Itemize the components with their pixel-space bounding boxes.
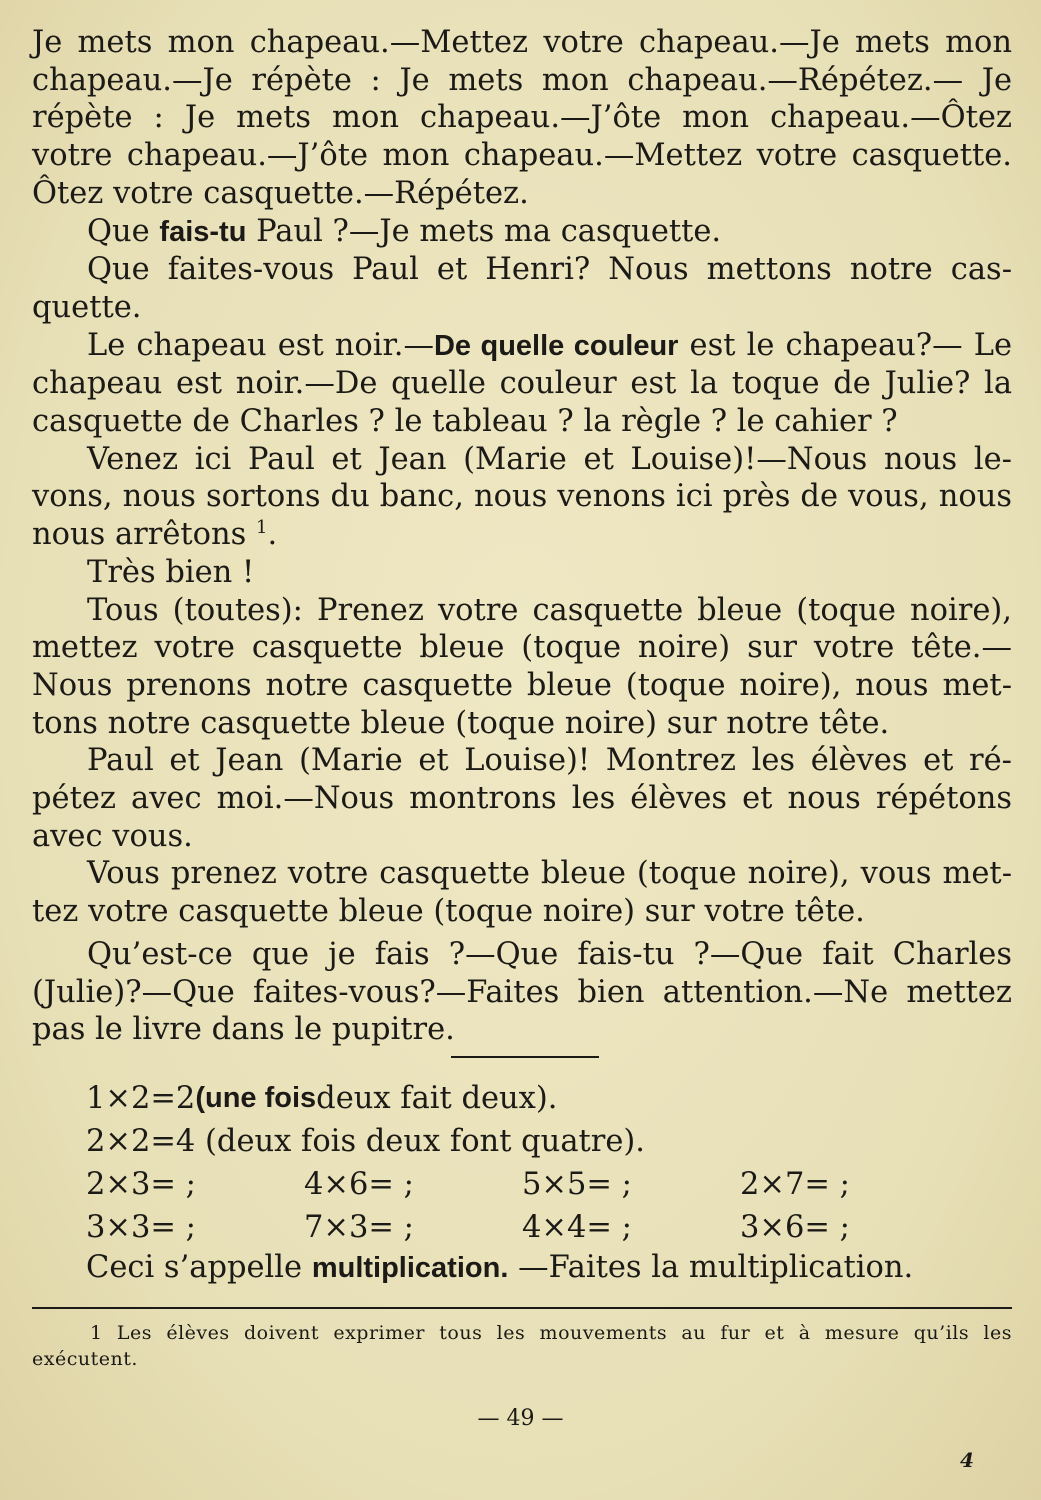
text-run: Je mets mon chapeau.—Mettez votre chapeau.—Je mets mon chapeau.—Je répète : Je mets mon chapeau.—Répétez.— Je répète : Je mets mon chapeau.—J’ôte mon chapeau.—Ôtez votre chapeau.—J’ôte mon chapeau.—Mettez votre casquette. Ôtez votre casquette.—Répétez. [32,25,1012,211]
text-run: Très bien ! [87,554,255,590]
paragraph [32,554,1012,592]
math-cell: 4×6= ; [304,1167,414,1202]
bold-term: fais-tu [159,215,247,248]
signature-mark: 4 [960,1448,974,1472]
text-run: Le chapeau est noir.— [87,327,434,363]
paragraph [32,327,1012,441]
bold-term: multiplication. [311,1252,509,1284]
section-divider [451,1056,599,1058]
bold-term: (une fois [195,1082,317,1114]
text-run: Ceci s’appelle [86,1250,312,1285]
text-run: Paul et Jean (Marie et Louise)! Montrez les élèves et ré-pétez avec moi.—Nous montrons les élèves et nous répétons avec vous. [32,743,1012,854]
math-cell: 3×6= ; [740,1210,850,1245]
text-run: Paul ?—Je mets ma casquette. [246,213,722,249]
footnote [32,1320,1012,1372]
math-cell: 3×3= ; [86,1210,196,1245]
text-run: . [267,517,278,553]
footnote-text: Les élèves doivent exprimer tous les mouvements au fur et à mesure qu’ils les exécutent. [32,1322,1012,1370]
math-line-1 [86,1077,1016,1120]
text-run: Que [87,213,160,249]
math-grid-row-2 [86,1206,1016,1249]
text-run: deux fait deux). [316,1081,558,1116]
math-cell: 7×3= ; [304,1210,414,1245]
bold-term: De quelle couleur [433,329,679,362]
math-cell: 2×3= ; [86,1167,196,1202]
text-run: Tous (toutes): Prenez votre casquette bleue (toque noire), mettez votre casquette bleue (toque noire) sur votre tête.— Nous prenons notre casquette bleue (toque noire), nous met-tons notre casquette bleue (toque noire) sur notre tête. [32,592,1012,741]
text-run: —Faites la multiplication. [508,1250,914,1285]
paragraph [32,855,1012,930]
text-run: Qu’est-ce que je fais ?—Que fais-tu ?—Que fait Charles (Julie)?—Que faites-vous?—Faites bien attention.—Ne mettez pas le livre dans le pupitre. [32,936,1012,1048]
paragraph [32,592,1012,743]
text-run: Vous prenez votre casquette bleue (toque noire), vous met-tez votre casquette bleue (toque noire) sur votre tête. [32,856,1012,930]
footnote-divider [32,1307,1012,1309]
text-run: 1×2=2 [86,1081,196,1116]
paragraph [32,742,1012,855]
math-cell: 2×7= ; [740,1167,850,1202]
math-line-2 [86,1120,1016,1163]
multiplication-exercise [86,1077,1016,1249]
paragraph [32,24,1012,213]
footnote-marker: 1 [90,1322,103,1344]
body-text [32,24,1012,1049]
math-conclusion [86,1250,913,1285]
paragraph [32,213,1012,252]
footnote-reference: 1 [256,516,268,538]
paragraph [32,936,1012,1049]
text-run: Que faites-vous Paul et Henri? Nous mettons notre cas-quette. [32,252,1012,325]
page-number: — 49 — [477,1406,564,1431]
math-cell: 5×5= ; [522,1167,632,1202]
paragraph [32,251,1012,326]
text-run: Venez ici Paul et Jean (Marie et Louise)!—Nous nous le-vons, nous sortons du banc, nous venons ici près de vous, nous nous arrêtons [32,441,1012,553]
paragraph [32,441,1012,554]
math-grid-row-1 [86,1163,1016,1206]
math-cell: 4×4= ; [522,1210,632,1245]
text-run: 2×2=4 (deux fois deux font quatre). [86,1124,645,1159]
text-run: est le chapeau?— Le chapeau est noir.—De quelle couleur est la toque de Julie? la casquette de Charles ? le tableau ? la règle ? le cahier ? [32,327,1013,440]
